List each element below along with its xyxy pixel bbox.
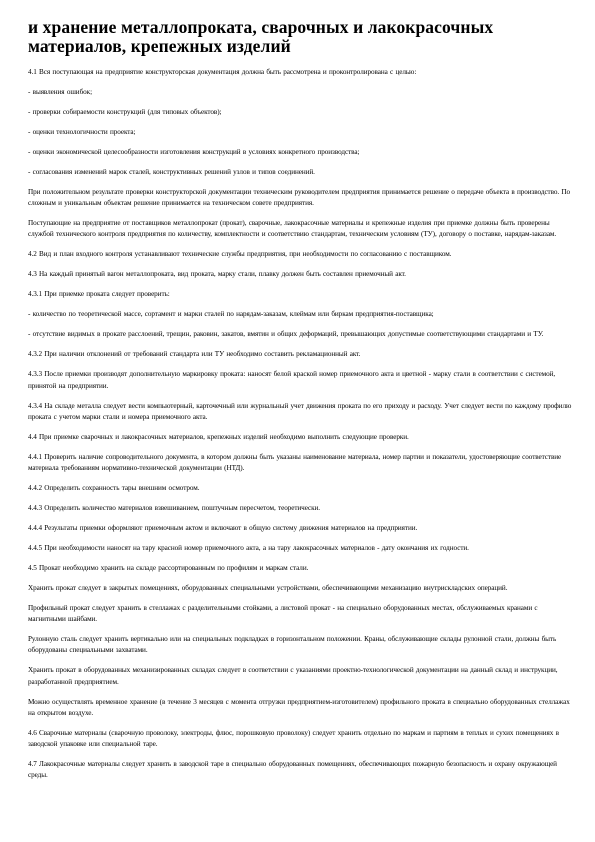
paragraph: Хранить прокат в оборудованных механизированных складах следует в соответствии с указаниями проектно-технологической документации на данный склад и инструкции, разработанной предприятием. — [28, 666, 558, 686]
paragraph: 4.2 Вид и план входного контроля устанавливают технические службы предприятия, при необходимости по согласованию с поставщиком. — [28, 250, 452, 259]
paragraph: Поступающие на предприятие от поставщиков металлопрокат (прокат), сварочные, лакокрасочные материалы и крепежные изделия при приемке должны быть проверены службой технического контроля предприятия по количеству, комплектности и соответствию стандартам, техническим условиям (ТУ), договору о поставке, нарядам-заказам. — [28, 219, 557, 239]
paragraph: 4.5 Прокат необходимо хранить на складе рассортированным по профилям и маркам стали. — [28, 564, 309, 573]
document-title: и хранение металлопроката, сварочных и лакокрасочных материалов, крепежных изделий — [28, 17, 494, 56]
list-item: - выявления ошибок; — [28, 88, 92, 96]
list-item: - отсутствие видимых в прокате расслоений, трещин, раковин, закатов, вмятин и общих деформаций, превышающих допустимые соответствующими стандартами и ТУ. — [28, 330, 544, 339]
paragraph: Профильный прокат следует хранить в стеллажах с разделительными стойками, а листовой прокат - на специально оборудованных местах, обслуживаемых кранами с магнитными шайбами. — [28, 604, 538, 624]
list-item: - количество по теоретической массе, сортамент и марки сталей по нарядам-заказам, клеймам или биркам предприятия-поставщика; — [28, 310, 434, 319]
paragraph: Рулонную сталь следует хранить вертикально или на специальных подкладках в горизонтальном положении. Краны, обслуживающие склады рулонной стали, должны быть оборудованы специальными захватами. — [28, 635, 557, 655]
paragraph: 4.3.1 При приемке проката следует проверить: — [28, 290, 170, 299]
paragraph: 4.3.4 На складе металла следует вести компьютерный, карточечный или журнальный учет движения проката по его приходу и расходу. Учет следует вести по каждому профилю проката с учетом марки стали и номера приемочного акта. — [28, 401, 572, 421]
paragraph: 4.6 Сварочные материалы (сварочную проволоку, электроды, флюс, порошковую проволоку) следует хранить отдельно по маркам и партиям в теплых и сухих помещениях в заводской упаковке или специальной таре. — [28, 728, 559, 749]
paragraph: 4.4.4 Результаты приемки оформляют приемочным актом и включают в общую систему движения материалов на предприятии. — [28, 524, 418, 533]
list-item: - проверки собираемости конструкций (для типовых объектов); — [28, 108, 222, 116]
paragraph: 4.7 Лакокрасочные материалы следует хранить в заводской таре в специально оборудованных помещениях, обеспечивающих пожарную безопасность и охрану окружающей среды. — [28, 760, 557, 780]
paragraph: 4.3.3 После приемки производят дополнительную маркировку проката: наносят белой краской номер приемочного акта и цветной - марку стали в соответствии с системой, принятой на предприятии. — [28, 370, 556, 390]
paragraph: 4.3 На каждый принятый вагон металлопроката, вид проката, марку стали, плавку должен быть составлен приемочный акт. — [28, 270, 406, 279]
list-item: - согласования изменений марок сталей, конструктивных решений узлов и типов соединений. — [28, 168, 315, 176]
paragraph: 4.4.5 При необходимости наносят на тару красной номер приемочного акта, а на тару лакокрасочных материалов - дату окончания их годности. — [28, 544, 469, 553]
paragraph: 4.4.2 Определить сохранность тары внешним осмотром. — [28, 484, 200, 493]
paragraph: При положительном результате проверки конструкторской документации техническим руководителем предприятия принимается решение о передаче объекта в производство. По сложным и уникальным объектам решение принимается на техническом совете предприятия. — [28, 188, 571, 208]
paragraph: 4.3.2 При наличии отклонений от требований стандарта или ТУ необходимо составить рекламационный акт. — [28, 350, 361, 359]
paragraph: 4.4.1 Проверить наличие сопроводительного документа, в котором должны быть указаны наименование материала, номер партии и показатели, удостоверяющие соответствие материала требованиям нормативно-технической документации (НТД). — [28, 452, 562, 473]
paragraph: 4.4.3 Определить количество материалов взвешиванием, поштучным пересчетом, теоретически. — [28, 504, 320, 513]
paragraph: 4.1 Вся поступающая на предприятие конструкторская документация должна быть рассмотрена и проконтролирована с целью: — [28, 68, 417, 76]
paragraph: Хранить прокат следует в закрытых помещениях, оборудованных специальными устройствами, обеспечивающими механизацию внутрискладских операций. — [28, 584, 508, 593]
list-item: - оценки технологичности проекта; — [28, 128, 136, 136]
document-body — [28, 67, 577, 781]
paragraph: Можно осуществлять временное хранение (в течение 3 месяцев с момента отгрузки предприятием-изготовителем) профильного проката в специально оборудованных стеллажах на открытом воздухе. — [28, 697, 570, 717]
list-item: - оценки экономической целесообразности изготовления конструкций в условиях конкретного производства; — [28, 148, 360, 156]
paragraph: 4.4 При приемке сварочных и лакокрасочных материалов, крепежных изделий необходимо выполнить следующие проверки. — [28, 432, 409, 441]
